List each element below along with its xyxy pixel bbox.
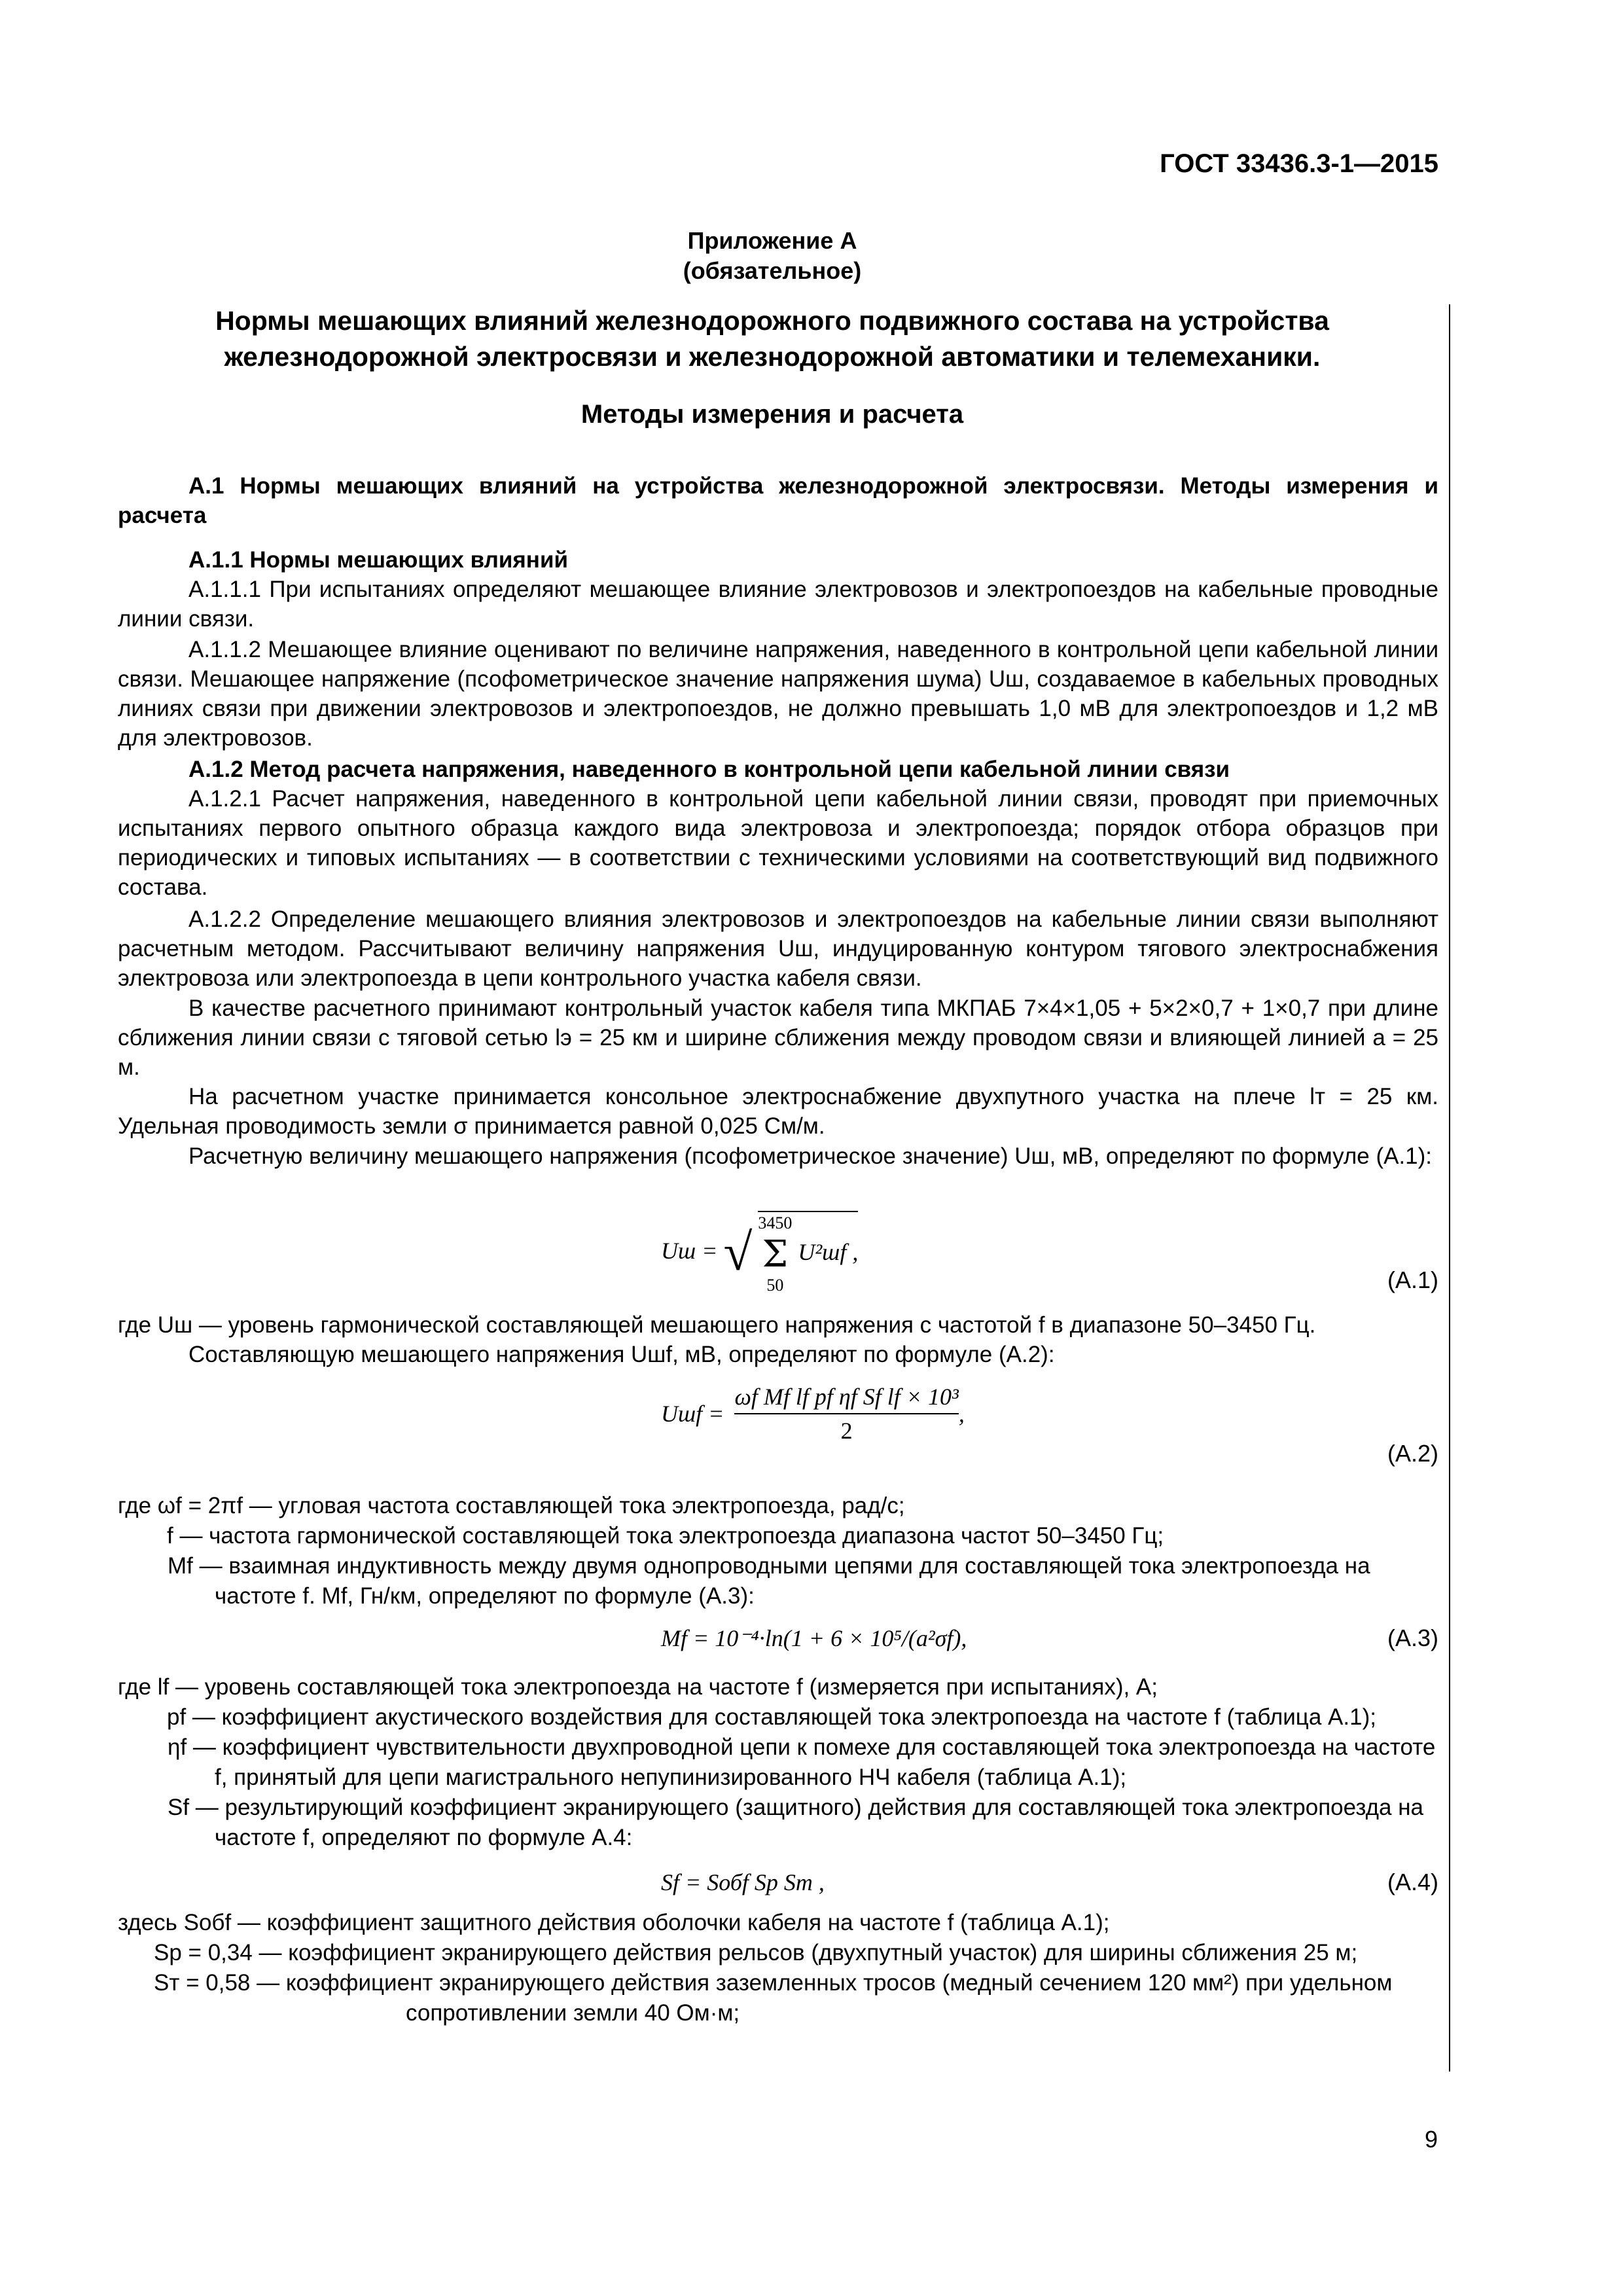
equation-a2-number: (А.2) [1387, 1440, 1438, 1467]
def-acoustic-coef: pf — коэффициент акустического воздействия для составляющей тока электропоезда на частоте f (таблица А.1); [167, 1704, 1376, 1730]
section-a11-heading: А.1.1 Нормы мешающих влияний [188, 547, 568, 573]
document-number: ГОСТ 33436.3-1—2015 [1160, 149, 1438, 178]
equation-a3: Mf = 10⁻⁴·ln(1 + 6 × 10⁵/(a²σf), [661, 1625, 967, 1651]
definitions-a3 [118, 1672, 1438, 1853]
paragraph-a112: А.1.1.2 Мешающее влияние оценивают по величине напряжения, наведенного в контрольной цепи кабельной линии связи. Мешающее напряжение (псофометрическое значение напряжения шума) Uш, создаваемое в кабельных проводных линиях связи при движении электровозов и электропоездов, не должно превышать 1,0 мВ для электропоездов и 1,2 мВ для электровозов. [118, 637, 1438, 751]
equation-a2-fraction [734, 1383, 958, 1444]
def-cables-coef: Sт = 0,58 — коэффициент экранирующего действия заземленных тросов (медный сечением 120 мм²) при удельном сопротивлении земли 40 Ом·м; [154, 1970, 1393, 2026]
equation-a2-denominator: 2 [840, 1418, 853, 1444]
def-current-level: где lf — уровень составляющей тока электропоезда на частоте f (измеряется при испытаниях), А; [118, 1674, 1158, 1700]
def-omega: где ωf = 2πf — угловая частота составляющей тока электропоезда, рад/с; [118, 1493, 905, 1518]
sum-lower-limit: 50 [766, 1276, 784, 1295]
equation-a3-number: (А.3) [1387, 1624, 1438, 1651]
equation-a2-lhs: Uшf = [661, 1401, 724, 1427]
paragraph-formula-intro-1: Расчетную величину мешающего напряжения (псофометрическое значение) Uш, мВ, определяют по формуле (А.1): [188, 1143, 1433, 1169]
paragraph-a111: А.1.1.1 При испытаниях определяют мешающее влияние электровозов и электропоездов на кабельные проводные линии связи. [118, 577, 1438, 632]
equation-a1-lhs: Uш = [661, 1237, 718, 1264]
appendix-label: Приложение А [687, 227, 857, 254]
methods-title: Методы измерения и расчета [580, 400, 964, 429]
equation-a4: Sf = Sобf Sp Sт , [661, 1869, 825, 1895]
section-a1-heading: А.1 Нормы мешающих влияний на устройства железнодорожной электросвязи. Методы измерения и расчета [118, 473, 1438, 528]
page-number: 9 [1424, 2126, 1438, 2153]
definitions-a4 [118, 1908, 1438, 2028]
sum-symbol: Σ [762, 1233, 789, 1276]
paragraph-a122: А.1.2.2 Определение мешающего влияния электровозов и электропоездов на кабельные линии связи выполняют расчетным методом. Рассчитывают величину напряжения Uш, индуцированную контуром тягового электроснабжения электровоза или электропоезда в цепи контрольного участка кабеля связи. [118, 906, 1438, 991]
equation-a2-numerator: ωf Mf lf pf ηf Sf lf × 10³ [734, 1383, 958, 1414]
equation-a1-number: (А.1) [1387, 1266, 1438, 1293]
def-mutual-inductance: Mf — взаимная индуктивность между двумя однопроводными цепями для составляющей тока электропоезда на частоте f. Mf, Гн/км, определяют по формуле (А.3): [168, 1553, 1370, 1609]
definitions-a2 [118, 1491, 1438, 1611]
where-u-definition: где Uш — уровень гармонической составляющей мешающего напряжения с частотой f в диапазоне 50–3450 Гц. [118, 1312, 1316, 1338]
main-title-line-1: Нормы мешающих влияний железнодорожного подвижного состава на устройства [215, 306, 1329, 336]
equation-a1 [661, 1211, 858, 1295]
section-a12-heading: А.1.2 Метод расчета напряжения, наведенного в контрольной цепи кабельной линии связи [188, 757, 1230, 782]
paragraph-a121: А.1.2.1 Расчет напряжения, наведенного в контрольной цепи кабельной линии связи, проводят при приемочных испытаниях первого опытного образца каждого вида электровоза и электропоезда; порядок отбора образцов при периодических и типовых испытаниях — в соответствии с техническими условиями на соответствующий вид подвижного состава. [118, 786, 1438, 900]
paragraph-calc-section: В качестве расчетного принимают контрольный участок кабеля типа МКПАБ 7×4×1,05 + 5×2×0,7 + 1×0,7 при длине сближения линии связи с тяговой сетью lэ = 25 км и ширине сближения между проводом связи и влияющей линией a = 25 м. [118, 996, 1438, 1080]
def-screening-coef: Sf — результирующий коэффициент экранирующего (защитного) действия для составляющей тока электропоезда на частоте f, определяют по формуле А.4: [168, 1795, 1424, 1850]
paragraph-console-supply: На расчетном участке принимается консольное электроснабжение двухпутного участка на плече lт = 25 км. Удельная проводимость земли σ принимается равной 0,025 См/м. [118, 1084, 1438, 1139]
equation-a2-comma: , [958, 1401, 965, 1427]
def-frequency: f — частота гармонической составляющей тока электропоезда диапазона частот 50–3450 Гц; [167, 1523, 1164, 1549]
revision-margin-line [1449, 304, 1450, 2072]
sum-upper-limit: 3450 [758, 1213, 793, 1232]
appendix-status: (обязательное) [683, 257, 862, 284]
equation-a2 [661, 1383, 965, 1444]
main-title-line-2: железнодорожной электросвязи и железнодорожной автоматики и телемеханики. [224, 342, 1321, 372]
def-sensitivity-coef: ηf — коэффициент чувствительности двухпроводной цепи к помехе для составляющей тока электропоезда на частоте f, принятый для цепи магистрального непупинизированного НЧ кабеля (таблица А.1); [168, 1734, 1436, 1790]
def-sheath-coef: здесь Sобf — коэффициент защитного действия оболочки кабеля на частоте f (таблица А.1); [118, 1910, 1110, 1935]
appendix-heading [118, 226, 1427, 286]
def-rails-coef: Sp = 0,34 — коэффициент экранирующего действия рельсов (двухпутный участок) для ширины сближения 25 м; [154, 1940, 1358, 1965]
sum-term: U²шf , [798, 1238, 859, 1265]
equation-a4-number: (А.4) [1387, 1869, 1438, 1895]
paragraph-formula-intro-2: Составляющую мешающего напряжения Uшf, мВ, определяют по формуле (А.2): [188, 1342, 1055, 1367]
sqrt-symbol: √ [723, 1224, 753, 1282]
main-title [118, 303, 1427, 375]
